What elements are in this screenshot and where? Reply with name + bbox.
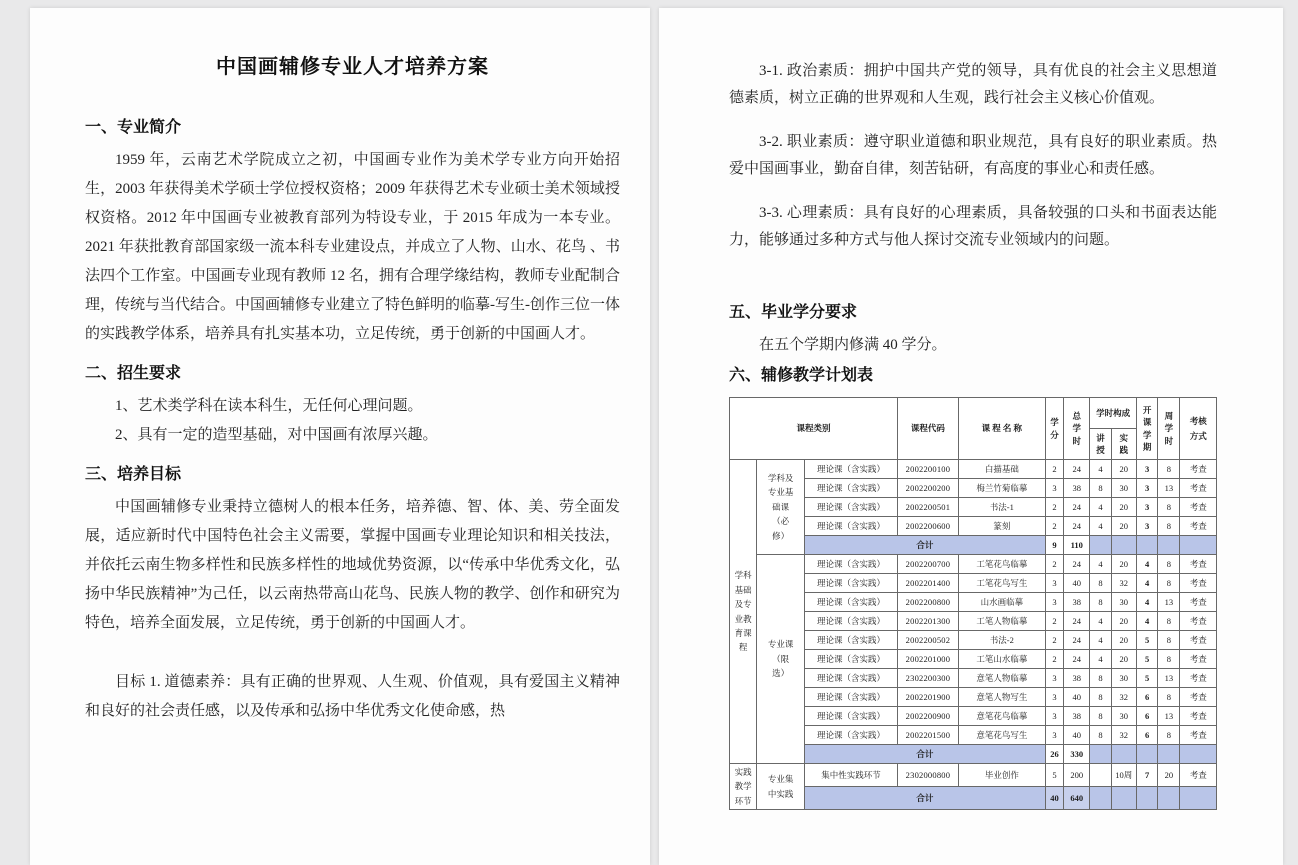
practice-hours-cell: 32 [1111,574,1136,593]
total-hours-cell: 40 [1064,726,1090,745]
course-code-cell: 2002200200 [898,479,959,498]
course-type-cell: 理论课（含实践） [804,688,897,707]
credits-cell: 2 [1045,555,1063,574]
practice-hours-cell: 30 [1111,707,1136,726]
subtotal-hours-cell: 640 [1064,787,1090,810]
assessment-cell: 考查 [1180,612,1217,631]
credits-cell: 3 [1045,669,1063,688]
assessment-cell: 考查 [1180,650,1217,669]
category-inner-cell: 专业课（限选） [757,555,805,764]
assessment-cell: 考查 [1180,669,1217,688]
course-name-cell: 工笔山水临摹 [958,650,1045,669]
semester-cell: 4 [1136,555,1157,574]
lecture-hours-cell: 4 [1090,650,1111,669]
course-type-cell: 理论课（含实践） [804,707,897,726]
subtotal-empty-cell [1136,787,1157,810]
header-practice: 实践 [1111,429,1136,460]
lecture-hours-cell [1090,764,1111,787]
header-assessment: 考核方式 [1180,398,1217,460]
semester-cell: 4 [1136,574,1157,593]
practice-hours-cell: 20 [1111,555,1136,574]
course-type-cell: 理论课（含实践） [804,612,897,631]
semester-cell: 7 [1136,764,1157,787]
course-type-cell: 理论课（含实践） [804,479,897,498]
course-name-cell: 白描基础 [958,460,1045,479]
lecture-hours-cell: 8 [1090,688,1111,707]
course-code-cell: 2002201000 [898,650,959,669]
practice-hours-cell: 30 [1111,593,1136,612]
assessment-cell: 考查 [1180,707,1217,726]
lecture-hours-cell: 4 [1090,517,1111,536]
course-code-cell: 2302200300 [898,669,959,688]
subtotal-credits-cell: 9 [1045,536,1063,555]
assessment-cell: 考查 [1180,460,1217,479]
course-name-cell: 意笔花鸟写生 [958,726,1045,745]
credits-cell: 2 [1045,498,1063,517]
course-name-cell: 梅兰竹菊临摹 [958,479,1045,498]
header-code: 课程代码 [898,398,959,460]
semester-cell: 3 [1136,498,1157,517]
subtotal-empty-cell [1111,536,1136,555]
total-hours-cell: 24 [1064,555,1090,574]
assessment-cell: 考查 [1180,764,1217,787]
practice-hours-cell: 30 [1111,479,1136,498]
lecture-hours-cell: 4 [1090,555,1111,574]
course-name-cell: 工笔花鸟临摹 [958,555,1045,574]
course-type-cell: 理论课（含实践） [804,650,897,669]
course-code-cell: 2002200501 [898,498,959,517]
practice-hours-cell: 20 [1111,517,1136,536]
subtotal-empty-cell [1111,745,1136,764]
total-hours-cell: 40 [1064,688,1090,707]
quality-paragraph-psychological: 3-3. 心理素质：具有良好的心理素质，具备较强的口头和书面表达能力，能够通过多种方式与他人探讨交流专业领域内的问题。 [729,205,1217,248]
subtotal-empty-cell [1180,536,1217,555]
course-code-cell: 2002201900 [898,688,959,707]
course-name-cell: 意笔人物临摹 [958,669,1045,688]
goal-1-paragraph: 目标 1. 道德素养：具有正确的世界观、人生观、价值观，具有爱国主义精神和良好的社会责任感，以及传承和弘扬中华优秀文化使命感，热 [85,674,620,719]
course-code-cell: 2302000800 [898,764,959,787]
weekly-hours-cell: 8 [1158,498,1180,517]
course-row [730,764,1217,787]
practice-hours-cell: 32 [1111,688,1136,707]
course-code-cell: 2002200800 [898,593,959,612]
teaching-plan-table [729,397,1217,810]
practice-hours-cell: 20 [1111,631,1136,650]
section-heading-3: 三、培养目标 [85,466,182,483]
subtotal-empty-cell [1090,745,1111,764]
course-code-cell: 2002200700 [898,555,959,574]
credits-cell: 2 [1045,612,1063,631]
total-hours-cell: 40 [1064,574,1090,593]
assessment-cell: 考查 [1180,498,1217,517]
course-code-cell: 2002200600 [898,517,959,536]
practice-hours-cell: 20 [1111,498,1136,517]
course-code-cell: 2002200100 [898,460,959,479]
header-lecture: 讲授 [1090,429,1111,460]
lecture-hours-cell: 4 [1090,498,1111,517]
semester-cell: 6 [1136,688,1157,707]
course-code-cell: 2002201500 [898,726,959,745]
category-inner-cell: 专业集中实践 [757,764,805,810]
course-code-cell: 2002201400 [898,574,959,593]
weekly-hours-cell: 8 [1158,726,1180,745]
subtotal-empty-cell [1136,745,1157,764]
section-heading-2: 二、招生要求 [85,365,182,382]
credit-requirement-line: 在五个学期内修满 40 学分。 [759,337,947,353]
header-total-hours: 总学时 [1064,398,1090,460]
semester-cell: 4 [1136,593,1157,612]
practice-hours-cell: 30 [1111,669,1136,688]
course-type-cell: 理论课（含实践） [804,498,897,517]
subtotal-label-cell: 合计 [804,787,1045,810]
credits-cell: 3 [1045,593,1063,612]
lecture-hours-cell: 8 [1090,707,1111,726]
quality-paragraph-professional: 3-2. 职业素质：遵守职业道德和职业规范，具有良好的职业素质。热爱中国画事业，勤奋自律，刻苦钻研，有高度的事业心和责任感。 [729,134,1217,177]
subtotal-empty-cell [1090,536,1111,555]
course-type-cell: 集中性实践环节 [804,764,897,787]
weekly-hours-cell: 13 [1158,707,1180,726]
assessment-cell: 考查 [1180,517,1217,536]
total-hours-cell: 24 [1064,517,1090,536]
semester-cell: 4 [1136,612,1157,631]
credits-cell: 2 [1045,460,1063,479]
subtotal-label-cell: 合计 [804,745,1045,764]
weekly-hours-cell: 13 [1158,479,1180,498]
assessment-cell: 考查 [1180,574,1217,593]
table-header [730,398,1217,460]
subtotal-empty-cell [1180,745,1217,764]
document-title: 中国画辅修专业人才培养方案 [216,56,489,78]
semester-cell: 5 [1136,669,1157,688]
subtotal-label-cell: 合计 [804,536,1045,555]
credits-cell: 3 [1045,688,1063,707]
total-hours-cell: 38 [1064,479,1090,498]
subtotal-empty-cell [1158,745,1180,764]
total-hours-cell: 200 [1064,764,1090,787]
lecture-hours-cell: 8 [1090,479,1111,498]
course-type-cell: 理论课（含实践） [804,555,897,574]
practice-hours-cell: 10周 [1111,764,1136,787]
subtotal-empty-cell [1158,536,1180,555]
weekly-hours-cell: 20 [1158,764,1180,787]
course-code-cell: 2002200900 [898,707,959,726]
quality-paragraph-political: 3-1. 政治素质：拥护中国共产党的领导，具有优良的社会主义思想道德素质，树立正确的世界观和人生观，践行社会主义核心价值观。 [729,63,1217,106]
subtotal-empty-cell [1158,787,1180,810]
weekly-hours-cell: 8 [1158,574,1180,593]
course-type-cell: 理论课（含实践） [804,669,897,688]
plan-table-body [730,460,1217,810]
goal-overview-paragraph: 中国画辅修专业秉持立德树人的根本任务，培养德、智、体、美、劳全面发展，适应新时代中国特色社会主义需要，掌握中国画专业理论知识和相关技法，并依托云南生物多样性和民族多样性的地域优势资源，以“传承中华优秀文化，弘扬中华民族精神”为己任，以云南热带高山花鸟、民族人物的教学、创作和研究为特色，培养全面发展，立足传统，勇于创新的中国画人才。 [85,499,620,631]
semester-cell: 6 [1136,707,1157,726]
semester-cell: 3 [1136,479,1157,498]
weekly-hours-cell: 8 [1158,612,1180,631]
credits-cell: 3 [1045,479,1063,498]
section-heading-5: 五、毕业学分要求 [729,304,858,321]
section-heading-6: 六、辅修教学计划表 [729,367,874,384]
practice-hours-cell: 20 [1111,650,1136,669]
course-code-cell: 2002201300 [898,612,959,631]
total-hours-cell: 24 [1064,612,1090,631]
semester-cell: 5 [1136,650,1157,669]
category-inner-cell: 学科及专业基础课（必修） [757,460,805,555]
course-row [730,555,1217,574]
category-outer-cell: 实践教学环节 [730,764,757,810]
course-type-cell: 理论课（含实践） [804,517,897,536]
total-hours-cell: 24 [1064,650,1090,669]
practice-hours-cell: 20 [1111,460,1136,479]
total-hours-cell: 24 [1064,460,1090,479]
assessment-cell: 考查 [1180,631,1217,650]
course-code-cell: 2002200502 [898,631,959,650]
course-type-cell: 理论课（含实践） [804,460,897,479]
weekly-hours-cell: 8 [1158,460,1180,479]
lecture-hours-cell: 8 [1090,593,1111,612]
course-type-cell: 理论课（含实践） [804,574,897,593]
course-type-cell: 理论课（含实践） [804,593,897,612]
semester-cell: 5 [1136,631,1157,650]
practice-hours-cell: 32 [1111,726,1136,745]
header-category: 课程类别 [730,398,898,460]
lecture-hours-cell: 4 [1090,631,1111,650]
course-type-cell: 理论课（含实践） [804,726,897,745]
weekly-hours-cell: 8 [1158,650,1180,669]
lecture-hours-cell: 4 [1090,460,1111,479]
header-semester: 开课学期 [1136,398,1157,460]
total-hours-cell: 24 [1064,631,1090,650]
semester-cell: 3 [1136,517,1157,536]
intro-paragraph: 1959 年，云南艺术学院成立之初，中国画专业作为美术学专业方向开始招生，2003 年获得美术学硕士学位授权资格；2009 年获得艺术专业硕士美术领域授权资格。2012 年中国画专业被教育部列为特设专业，于 2015 年成为一本专业。2021 年获批教育部国家级一流本科专业建设点，并成立了人物、山水、花鸟 、书法四个工作室。中国画专业现有教师 12 名，拥有合理学缘结构，教师专业配制合理，传统与当代结合。中国画辅修专业建立了特色鲜明的临摹-写生-创作三位一体的实践教学体系，培养具有扎实基本功，立足传统，勇于创新的中国画人才。 [85,152,620,342]
weekly-hours-cell: 13 [1158,593,1180,612]
credits-cell: 2 [1045,517,1063,536]
subtotal-hours-cell: 110 [1064,536,1090,555]
subtotal-credits-cell: 40 [1045,787,1063,810]
assessment-cell: 考查 [1180,555,1217,574]
header-credits: 学分 [1045,398,1063,460]
course-name-cell: 工笔人物临摹 [958,612,1045,631]
credits-cell: 3 [1045,707,1063,726]
subtotal-empty-cell [1180,787,1217,810]
assessment-cell: 考查 [1180,688,1217,707]
credits-cell: 5 [1045,764,1063,787]
semester-cell: 6 [1136,726,1157,745]
document-page-right [659,8,1283,865]
requirement-item-1: 1、艺术类学科在读本科生，无任何心理问题。 [115,398,423,414]
requirement-item-2: 2、具有一定的造型基础，对中国画有浓厚兴趣。 [115,427,438,443]
lecture-hours-cell: 4 [1090,612,1111,631]
header-name: 课 程 名 称 [958,398,1045,460]
course-name-cell: 工笔花鸟写生 [958,574,1045,593]
course-name-cell: 篆刻 [958,517,1045,536]
lecture-hours-cell: 8 [1090,669,1111,688]
course-name-cell: 毕业创作 [958,764,1045,787]
weekly-hours-cell: 8 [1158,517,1180,536]
weekly-hours-cell: 8 [1158,631,1180,650]
subtotal-hours-cell: 330 [1064,745,1090,764]
header-hours-composition: 学时构成 [1090,398,1137,429]
semester-cell: 3 [1136,460,1157,479]
course-name-cell: 意笔人物写生 [958,688,1045,707]
document-page-left [30,8,650,865]
course-name-cell: 书法-2 [958,631,1045,650]
course-row [730,460,1217,479]
total-hours-cell: 38 [1064,669,1090,688]
course-name-cell: 意笔花鸟临摹 [958,707,1045,726]
subtotal-empty-cell [1111,787,1136,810]
credits-cell: 2 [1045,631,1063,650]
subtotal-empty-cell [1136,536,1157,555]
total-hours-cell: 24 [1064,498,1090,517]
course-name-cell: 山水画临摹 [958,593,1045,612]
weekly-hours-cell: 13 [1158,669,1180,688]
lecture-hours-cell: 8 [1090,574,1111,593]
credits-cell: 3 [1045,574,1063,593]
practice-hours-cell: 20 [1111,612,1136,631]
subtotal-empty-cell [1090,787,1111,810]
category-outer-cell: 学科基础及专业教育课程 [730,460,757,764]
section-heading-1: 一、专业简介 [85,119,182,136]
course-name-cell: 书法-1 [958,498,1045,517]
credits-cell: 2 [1045,650,1063,669]
assessment-cell: 考查 [1180,593,1217,612]
credits-cell: 3 [1045,726,1063,745]
subtotal-credits-cell: 26 [1045,745,1063,764]
header-weekly-hours: 周学时 [1158,398,1180,460]
lecture-hours-cell: 8 [1090,726,1111,745]
weekly-hours-cell: 8 [1158,555,1180,574]
weekly-hours-cell: 8 [1158,688,1180,707]
assessment-cell: 考查 [1180,479,1217,498]
course-type-cell: 理论课（含实践） [804,631,897,650]
assessment-cell: 考查 [1180,726,1217,745]
total-hours-cell: 38 [1064,593,1090,612]
total-hours-cell: 38 [1064,707,1090,726]
